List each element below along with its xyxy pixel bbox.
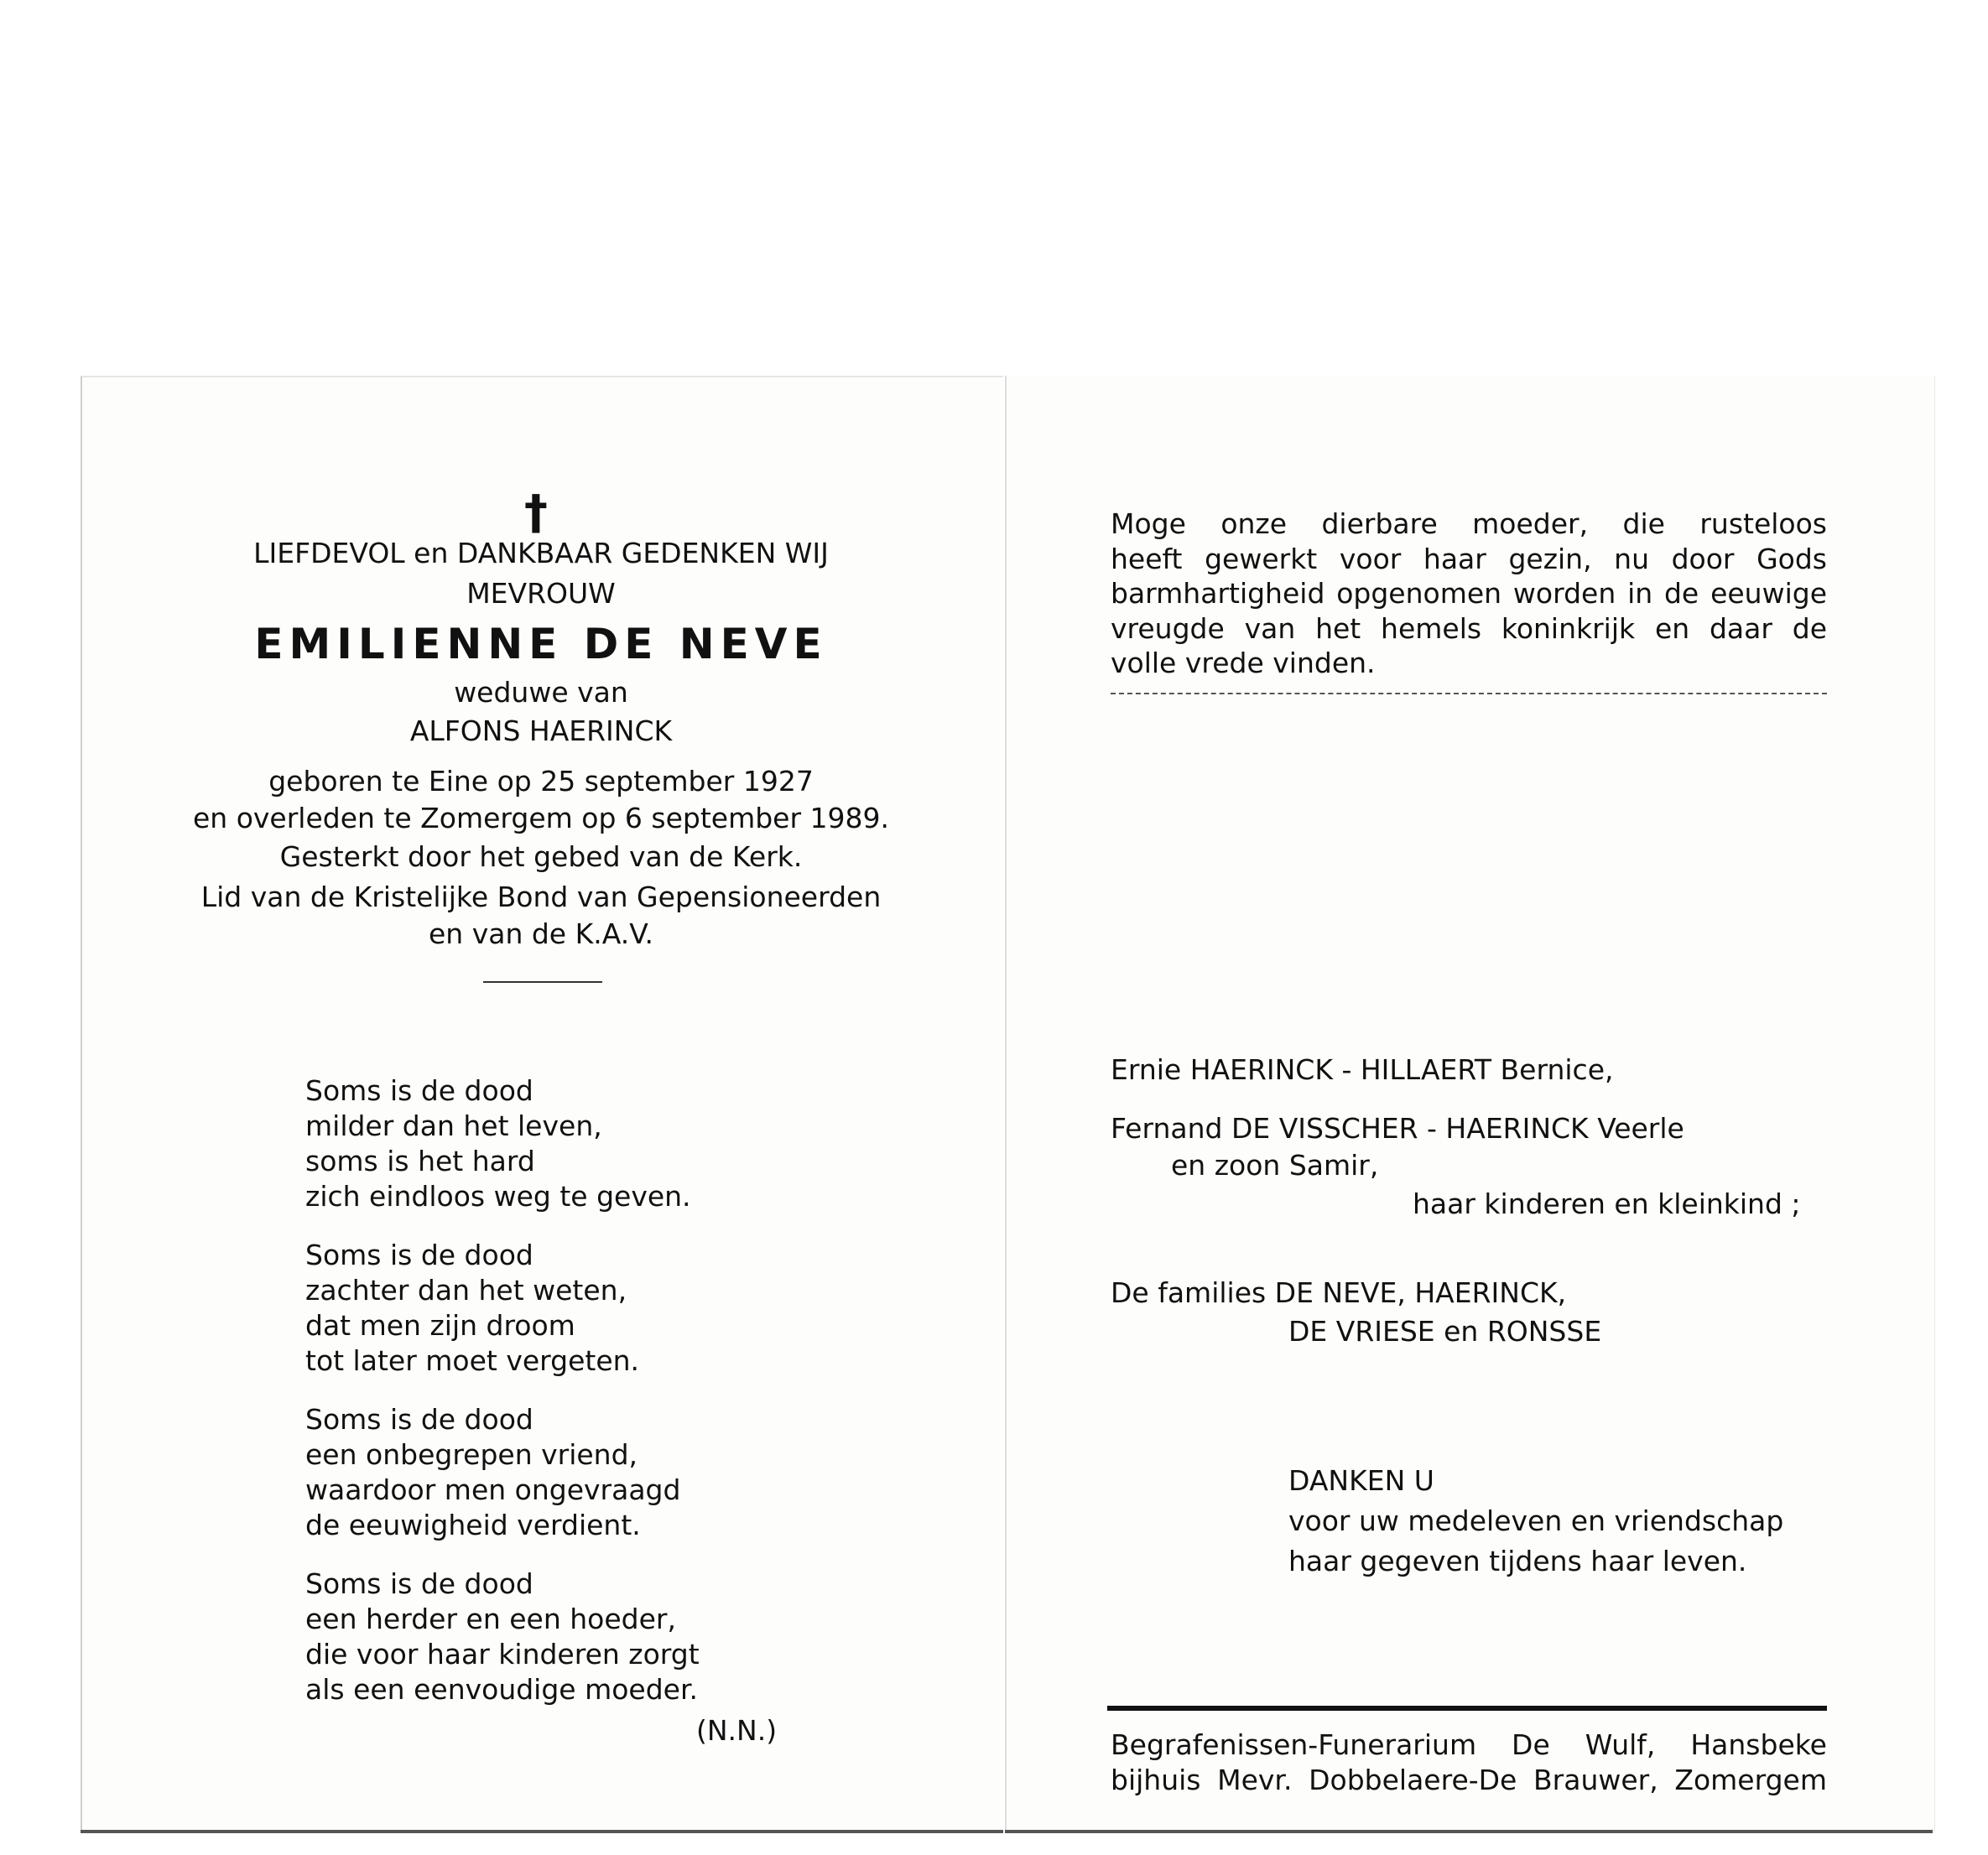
- poem-line: Soms is de dood: [305, 1239, 533, 1271]
- poem-line: een onbegrepen vriend,: [305, 1438, 638, 1471]
- church-line: Gesterkt door het gebed van de Kerk.: [279, 840, 803, 873]
- poem-line: zich eindloos weg te geven.: [305, 1180, 691, 1213]
- dashed-divider: [1111, 693, 1827, 694]
- poem-line: soms is het hard: [305, 1145, 535, 1177]
- families-line-2: DE VRIESE en RONSSE: [1288, 1315, 1602, 1348]
- poem-author: (N.N.): [696, 1714, 778, 1747]
- poem-line: tot later moet vergeten.: [305, 1344, 640, 1377]
- families-line-1: De families DE NEVE, HAERINCK,: [1111, 1276, 1567, 1309]
- prayer-line: barmhartigheid opgenomen worden in de eeuwige: [1111, 577, 1827, 610]
- prayer-line: volle vrede vinden.: [1111, 647, 1376, 679]
- poem-line: dat men zijn droom: [305, 1309, 575, 1342]
- cross-icon: †: [524, 486, 548, 540]
- poem-stanza: [305, 1567, 700, 1707]
- poem-line: milder dan het leven,: [305, 1109, 602, 1142]
- prayer-line: heeft gewerkt voor haar gezin, nu door Gods: [1111, 542, 1827, 575]
- thanks-line-1: voor uw medeleven en vriendschap: [1288, 1504, 1784, 1537]
- funeral-divider: [1107, 1706, 1827, 1711]
- membership-line-2: en van de K.A.V.: [428, 917, 654, 950]
- prayer-line: vreugde van het hemels koninkrijk en daar de: [1111, 611, 1827, 645]
- spouse-name: ALFONS HAERINCK: [409, 714, 673, 747]
- left-card-bottom-edge: [81, 1830, 1003, 1833]
- poem-line: waardoor men ongevraagd: [305, 1473, 681, 1506]
- right-card-bottom-edge: [1005, 1830, 1933, 1833]
- poem-stanza: [305, 1238, 700, 1379]
- poem-line: een herder en een hoeder,: [305, 1603, 676, 1635]
- death-line: en overleden te Zomergem op 6 september 1989.: [193, 802, 889, 834]
- family-member-3: en zoon Samir,: [1171, 1149, 1379, 1182]
- widow-of-line: weduwe van: [454, 676, 628, 709]
- poem-line: die voor haar kinderen zorgt: [305, 1638, 700, 1671]
- funeral-line: bijhuis Mevr. Dobbelaere-De Brauwer, Zomergem: [1111, 1763, 1827, 1796]
- prayer-line: Moge onze dierbare moeder, die rusteloos: [1111, 507, 1827, 540]
- funeral-home: [1111, 1728, 1827, 1797]
- prayer-paragraph: [1111, 507, 1827, 681]
- funeral-line: Begrafenissen-Funerarium De Wulf, Hansbeke: [1111, 1728, 1827, 1761]
- poem-line: zachter dan het weten,: [305, 1274, 627, 1307]
- thanks-heading: DANKEN U: [1288, 1464, 1434, 1497]
- thanks-line-2: haar gegeven tijdens haar leven.: [1288, 1545, 1747, 1577]
- title-mevrouw: MEVROUW: [466, 577, 616, 610]
- family-member-1: Ernie HAERINCK - HILLAERT Bernice,: [1111, 1053, 1614, 1086]
- poem-stanza: [305, 1402, 700, 1543]
- remembrance-line: LIEFDEVOL en DANKBAAR GEDENKEN WIJ: [253, 537, 829, 569]
- divider: [483, 981, 602, 983]
- poem-stanza: [305, 1073, 700, 1214]
- family-member-2: Fernand DE VISSCHER - HAERINCK Veerle: [1111, 1112, 1684, 1145]
- birth-line: geboren te Eine op 25 september 1927: [268, 765, 814, 798]
- poem-line: Soms is de dood: [305, 1074, 533, 1107]
- family-relation: haar kinderen en kleinkind ;: [1413, 1187, 1801, 1220]
- membership-line: Lid van de Kristelijke Bond van Gepensioneerden: [200, 881, 882, 913]
- poem: [305, 1073, 700, 1731]
- poem-line: Soms is de dood: [305, 1403, 533, 1436]
- poem-line: de eeuwigheid verdient.: [305, 1509, 641, 1541]
- poem-line: als een eenvoudige moeder.: [305, 1673, 699, 1706]
- poem-line: Soms is de dood: [305, 1567, 533, 1600]
- deceased-name: EMILIENNE DE NEVE: [254, 620, 828, 668]
